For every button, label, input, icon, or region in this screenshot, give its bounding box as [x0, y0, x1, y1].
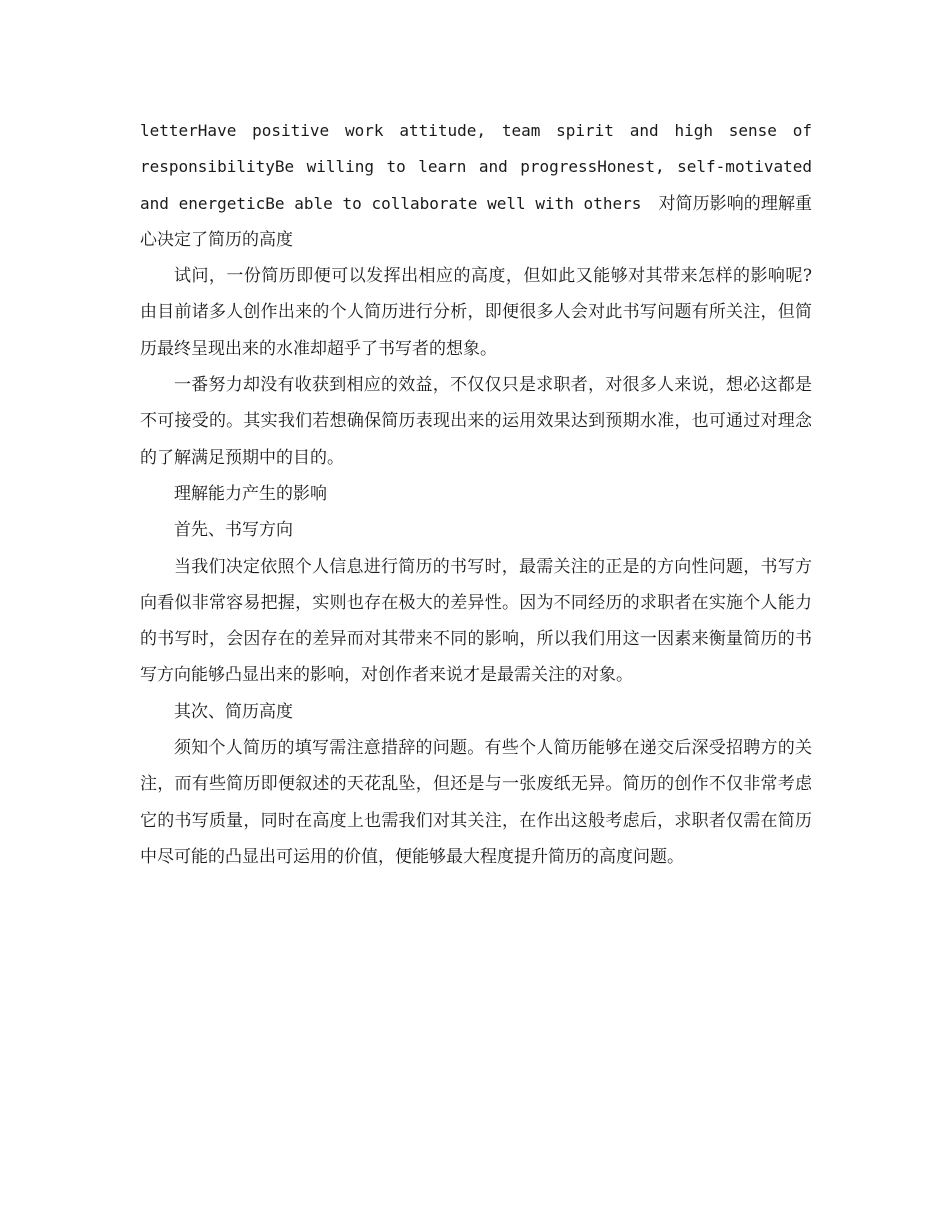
body-paragraph: 须知个人简历的填写需注意措辞的问题。有些个人简历能够在递交后深受招聘方的关注，而有些简历即便叙述的天花乱坠，但还是与一张废纸无异。简历的创作不仅非常考虑它的书写质量，同时在高度上也需我们对其关注，在作出这般考虑后，求职者仅需在简历中尽可能的凸显出可运用的价值，便能够最大程度提升简历的高度问题。 — [140, 738, 812, 867]
section-heading: 理解能力产生的影响 — [174, 483, 327, 504]
intro-paragraph — [140, 113, 812, 258]
body-paragraph: 当我们决定依照个人信息进行简历的书写时，最需关注的正是的方向性问题，书写方向看似非常容易把握，实则也存在极大的差异性。因为不同经历的求职者在实施个人能力的书写时，会因存在的差异而对其带来不同的影响，所以我们用这一因素来衡量简历的书写方向能够凸显出来的影响，对创作者来说才是最需关注的对象。 — [140, 556, 812, 686]
section-heading-inline: 对简历影响的理解重心决定了简历的高度 — [140, 193, 813, 250]
subsection-heading: 其次、简历高度 — [174, 701, 293, 722]
body-paragraph: 一番努力却没有收获到相应的效益，不仅仅只是求职者，对很多人来说，想必这都是不可接受的。其实我们若想确保简历表现出来的运用效果达到预期水准，也可通过对理念的了解满足预期中的目的。 — [140, 375, 812, 468]
body-paragraph: 试问，一份简历即便可以发挥出相应的高度，但如此又能够对其带来怎样的影响呢?由目前诸多人创作出来的个人简历进行分析，即便很多人会对此书写问题有所关注，但简历最终呈现出来的水准却超乎了书写者的想象。 — [140, 266, 812, 359]
subsection-heading: 首先、书写方向 — [174, 520, 293, 541]
document-body — [140, 113, 812, 875]
english-skills-text: letterHave positive work attitude, team spirit and high sense of responsibilityBe willing to learn and progressHonest, self-motivated and energeticBe able to collaborate well with others — [140, 121, 812, 213]
